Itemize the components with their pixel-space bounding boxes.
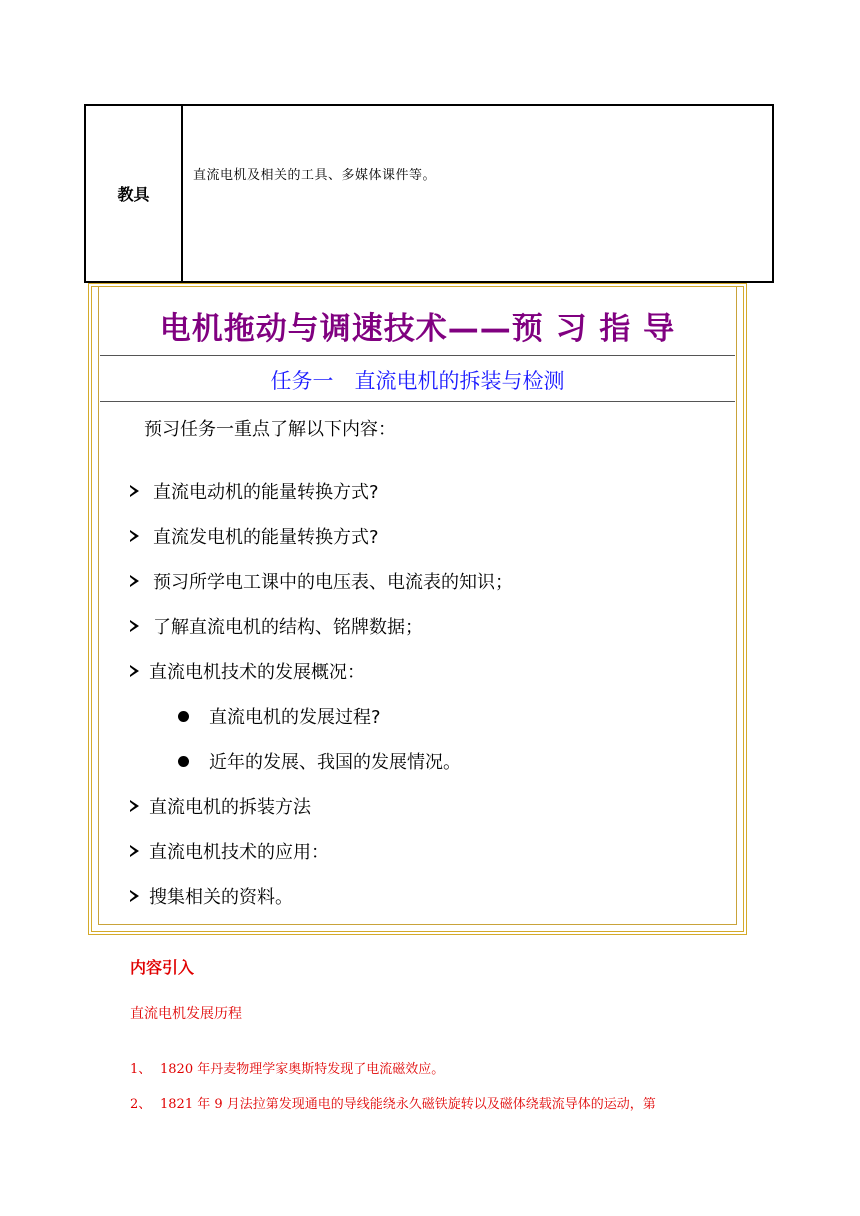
arrow-bullet-icon — [130, 485, 139, 497]
section-subheading: 直流电机发展历程 — [130, 1006, 242, 1022]
list-item-text: 搜集相关的资料。 — [149, 887, 293, 908]
tools-label: 教具 — [117, 185, 150, 204]
list-item-text: 直流电机的拆装方法 — [149, 797, 311, 818]
sub-list-item-text: 直流电机的发展过程? — [209, 707, 381, 728]
list-item-text: 预习所学电工课中的电压表、电流表的知识； — [153, 572, 513, 593]
task-subtitle: 任务一 直流电机的拆装与检测 — [270, 369, 565, 393]
list-item — [130, 523, 379, 549]
list-item — [130, 658, 365, 684]
list-item-text: 直流发电机的能量转换方式? — [153, 527, 379, 548]
numbered-entry — [130, 1058, 444, 1077]
arrow-bullet-icon — [130, 620, 139, 632]
sub-list-item — [178, 703, 381, 729]
arrow-bullet-icon — [130, 800, 139, 812]
sub-list-item — [178, 748, 461, 774]
list-item — [130, 568, 513, 594]
list-item-text: 直流电机技术的发展概况： — [149, 662, 365, 683]
entry-text: 1820 年丹麦物理学家奥斯特发现了电流磁效应。 — [160, 1062, 445, 1077]
arrow-bullet-icon — [130, 890, 139, 902]
list-item-text: 了解直流电机的结构、铭牌数据； — [153, 617, 423, 638]
intro-text: 预习任务一重点了解以下内容： — [144, 419, 396, 440]
guide-title: 电机拖动与调速技术——预 习 指 导 — [159, 311, 676, 347]
section-heading: 内容引入 — [130, 958, 195, 977]
list-item — [130, 883, 293, 909]
preview-guide-box — [88, 283, 747, 935]
list-item — [130, 478, 379, 504]
tools-table — [84, 104, 774, 283]
list-item-text: 直流电机技术的应用： — [149, 842, 329, 863]
list-item-text: 直流电动机的能量转换方式? — [153, 482, 379, 503]
divider — [100, 355, 735, 356]
arrow-bullet-icon — [130, 845, 139, 857]
entry-number: 2、 — [130, 1097, 152, 1112]
entry-text: 1821 年 9 月法拉第发现通电的导线能绕永久磁铁旋转以及磁体绕载流导体的运动，第 — [160, 1097, 656, 1112]
tools-content: 直流电机及相关的工具、多媒体课件等。 — [193, 168, 437, 183]
arrow-bullet-icon — [130, 530, 139, 542]
numbered-entry — [130, 1093, 656, 1112]
dot-bullet-icon — [178, 711, 189, 722]
entry-number: 1、 — [130, 1062, 152, 1077]
sub-list-item-text: 近年的发展、我国的发展情况。 — [209, 752, 461, 773]
tools-content-cell — [183, 106, 772, 281]
tools-label-cell — [86, 106, 183, 281]
divider — [100, 401, 735, 402]
list-item — [130, 838, 329, 864]
list-item — [130, 613, 423, 639]
dot-bullet-icon — [178, 756, 189, 767]
list-item — [130, 793, 311, 819]
arrow-bullet-icon — [130, 665, 139, 677]
arrow-bullet-icon — [130, 575, 139, 587]
